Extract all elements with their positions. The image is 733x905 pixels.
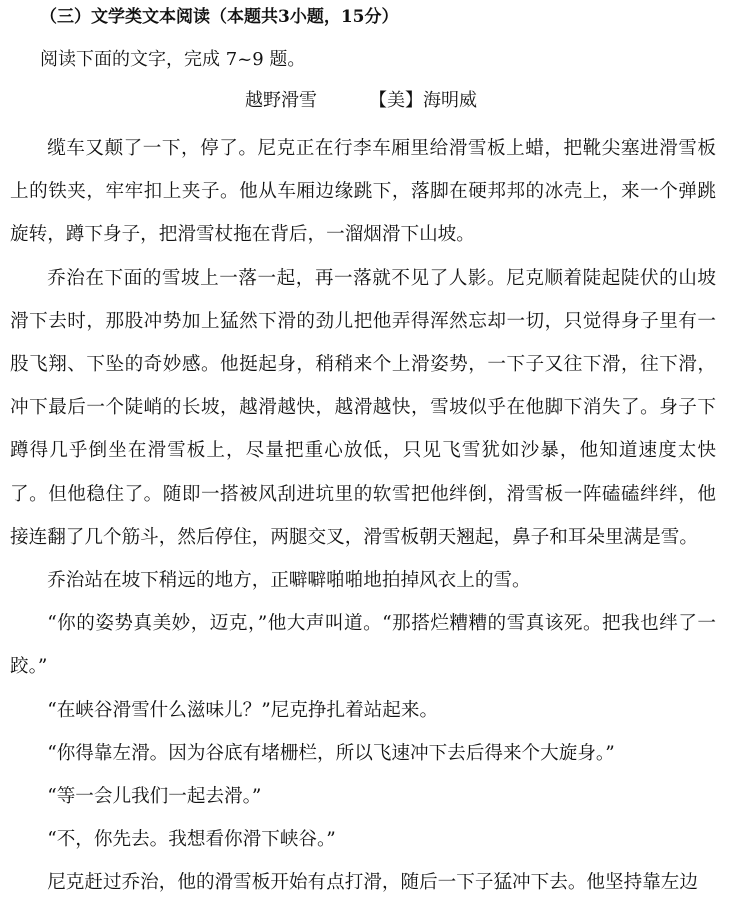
paragraph: “你得靠左滑。因为谷底有堵栅栏，所以飞速冲下去后得来个大旋身。”: [47, 742, 615, 764]
paragraph: “在峡谷滑雪什么滋味儿？”尼克挣扎着站起来。: [47, 699, 439, 721]
article-author: 【美】海明威: [369, 90, 477, 111]
section-heading: （三）文学类文本阅读（本题共3小题，15分）: [40, 7, 399, 27]
paragraph: “你的姿势真美妙，迈克，”他大声叫道。“那搭烂糟糟的雪真该死。把我也绊了一跤。”: [10, 613, 716, 678]
reading-instruction: 阅读下面的文字，完成 7~9 题。: [40, 49, 306, 70]
paragraph: 尼克赶过乔治，他的滑雪板开始有点打滑，随后一下子猛冲下去。他坚持靠左边: [47, 872, 698, 894]
paragraph: “等一会儿我们一起去滑。”: [47, 786, 262, 808]
paragraph: 缆车又颠了一下，停了。尼克正在行李车厢里给滑雪板上蜡，把靴尖塞进滑雪板上的铁夹，牢牢扣上夹子。他从车厢边缘跳下，落脚在硬邦邦的冰壳上，来一个弹跳旋转，蹲下身子，把滑雪杖拖在背后，一溜烟滑下山坡。: [10, 138, 716, 246]
article-title: 越野滑雪: [245, 90, 317, 111]
paragraph: 乔治站在坡下稍远的地方，正噼噼啪啪地拍掉风衣上的雪。: [47, 570, 531, 592]
paragraph: 乔治在下面的雪坡上一落一起，再一落就不见了人影。尼克顺着陡起陡伏的山坡滑下去时，那股冲势加上猛然下滑的劲儿把他弄得浑然忘却一切，只觉得身子里有一股飞翔、下坠的奇妙感。他挺起身，稍稍来个上滑姿势，一下子又往下滑，往下滑，冲下最后一个陡峭的长坡，越滑越快，越滑越快，雪坡似乎在他脚下消失了。身子下蹲得几乎倒坐在滑雪板上，尽量把重心放低，只见飞雪犹如沙暴，他知道速度太快了。但他稳住了。随即一搭被风刮进坑里的软雪把他绊倒，滑雪板一阵磕磕绊绊，他接连翻了几个筋斗，然后停住，两腿交叉，滑雪板朝天翘起，鼻子和耳朵里满是雪。: [10, 267, 716, 548]
paragraph: “不，你先去。我想看你滑下峡谷。”: [47, 829, 336, 851]
article-title-line: [245, 88, 477, 114]
article-body: [10, 127, 716, 905]
